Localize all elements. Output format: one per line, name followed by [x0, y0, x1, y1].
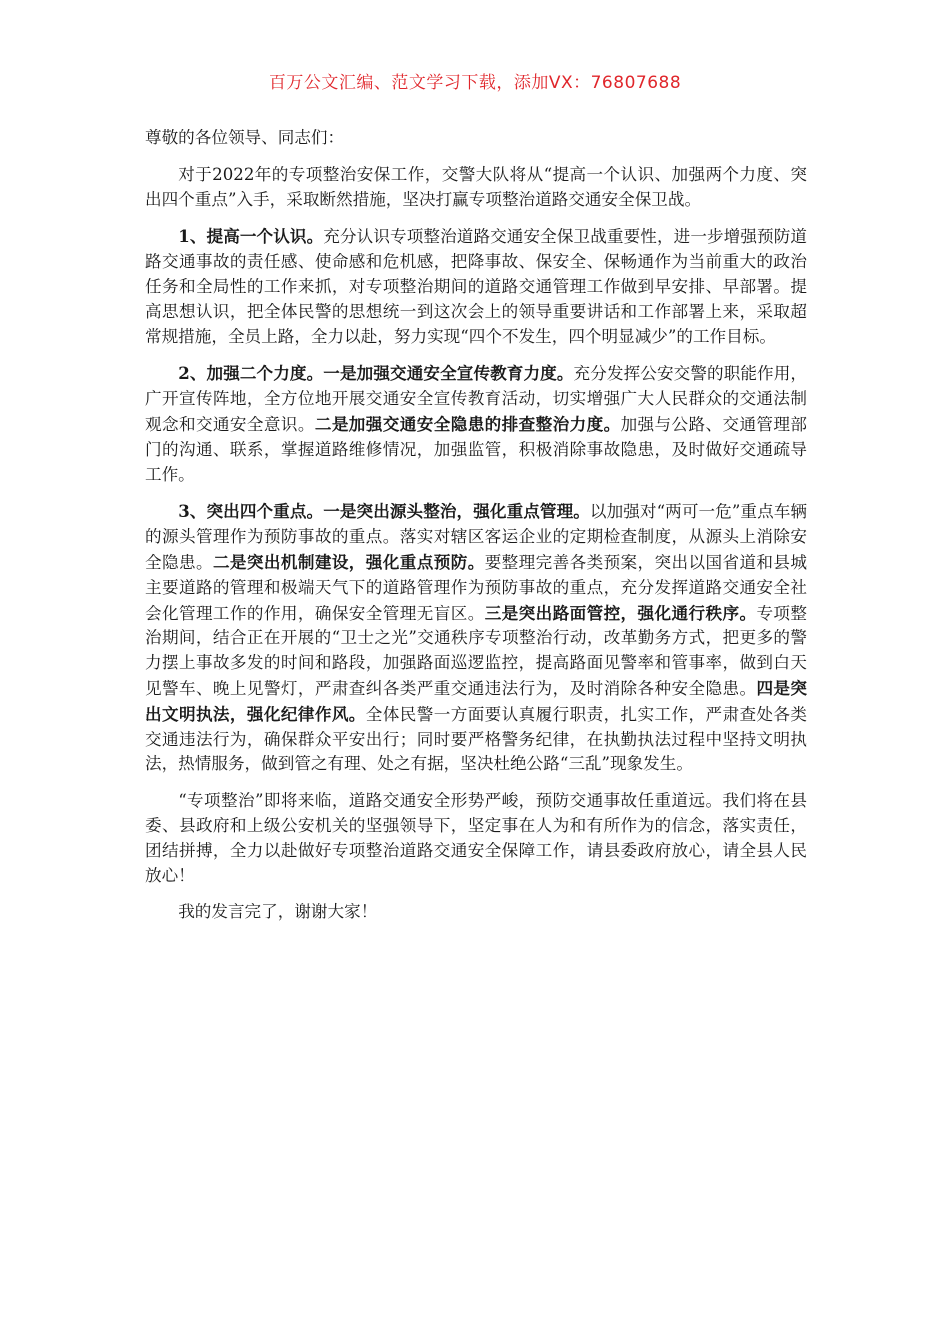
- section-1-paragraph: [145, 224, 807, 349]
- section-3-point-3-title: 三是突出路面管控，强化通行秩序。: [484, 602, 757, 623]
- salutation: 尊敬的各位领导、同志们：: [145, 128, 345, 147]
- section-3-point-3-text: 专项整治期间，结合正在开展的“卫士之光”交通秩序专项整治行动，改革勤务方式，把更多的警力摆上事故多发的时间和路段，加强路面巡逻监控，提高路面见警率和管事率，做到白天见警车、晚上见警灯，严肃查纠各类严重交通违法行为，及时消除各种安全隐患。: [145, 603, 807, 698]
- section-1-text: 充分认识专项整治道路交通安全保卫战重要性，进一步增强预防道路交通事故的责任感、使命感和危机感，把降事故、保安全、保畅通作为当前重大的政治任务和全局性的工作来抓，对专项整治期间的道路交通管理工作做到早安排、早部署。提高思想认识，把全体民警的思想统一到这次会上的领导重要讲话和工作部署上来，采取超常规措施，全员上路，全力以赴，努力实现“四个不发生，四个明显减少”的工作目标。: [145, 227, 808, 346]
- section-2-heading: 2、加强二个力度。: [178, 363, 324, 384]
- intro-paragraph: 对于2022年的专项整治安保工作，交警大队将从“提高一个认识、加强两个力度、突出四个重点”入手，采取断然措施，坚决打赢专项整治道路交通安全保卫战。: [145, 164, 807, 209]
- closing-line: 我的发言完了，谢谢大家！: [178, 902, 378, 922]
- section-3-point-4-title: 四是突出文明执法，强化纪律作风。: [145, 677, 807, 724]
- section-2-point-2-title: 二是加强交通安全隐患的排查整治力度。: [314, 413, 621, 434]
- section-3-point-2-title: 二是突出机制建设，强化重点预防。: [212, 551, 485, 572]
- section-2-point-1-title: 一是加强交通安全宣传教育力度。: [323, 363, 574, 384]
- section-3-point-1-title: 一是突出源头整治，强化重点管理。: [323, 501, 590, 522]
- section-1-heading: 1、提高一个认识。: [178, 226, 324, 247]
- document-body: [145, 126, 807, 937]
- section-2-point-1-text: 充分发挥公安交警的职能作用，广开宣传阵地，全方位地开展交通安全宣传教育活动，切实增强广大人民群众的交通法制观念和交通安全意识。: [145, 364, 808, 434]
- section-3-point-4-text: 全体民警一方面要认真履行职责，扎实工作，严肃查处各类交通违法行为，确保群众平安出行；同时要严格警务纪律，在执勤执法过程中坚持文明执法，热情服务，做到管之有理、处之有据，坚决杜绝公路“三乱”现象发生。: [145, 704, 807, 774]
- section-2-point-2-text: 加强与公路、交通管理部门的沟通、联系，掌握道路维修情况，加强监管，积极消除事故隐患，及时做好交通疏导工作。: [145, 414, 807, 484]
- section-3-point-2-text: 要整理完善各类预案，突出以国省道和县城主要道路的管理和极端天气下的道路管理作为预防事故的重点，充分发挥道路交通安全社会化管理工作的作用，确保安全管理无盲区。: [145, 552, 807, 623]
- section-3-point-1-text: 以加强对“两可一危”重点车辆的源头管理作为预防事故的重点。落实对辖区客运企业的定期检查制度，从源头上消除安全隐患。: [145, 502, 808, 572]
- header-banner: 百万公文汇编、范文学习下载，添加VX：76807688: [268, 73, 682, 93]
- section-2-paragraph: [145, 361, 807, 487]
- conclusion-paragraph: “专项整治”即将来临，道路交通安全形势严峻，预防交通事故任重道远。我们将在县委、县政府和上级公安机关的坚强领导下，坚定事在人为和有所作为的信念，落实责任，团结拼搏，全力以赴做好专项整治道路交通安全保障工作，请县委政府放心，请全县人民放心！: [145, 791, 807, 885]
- section-3-heading: 3、突出四个重点。: [178, 501, 324, 522]
- section-3-paragraph: [145, 499, 807, 777]
